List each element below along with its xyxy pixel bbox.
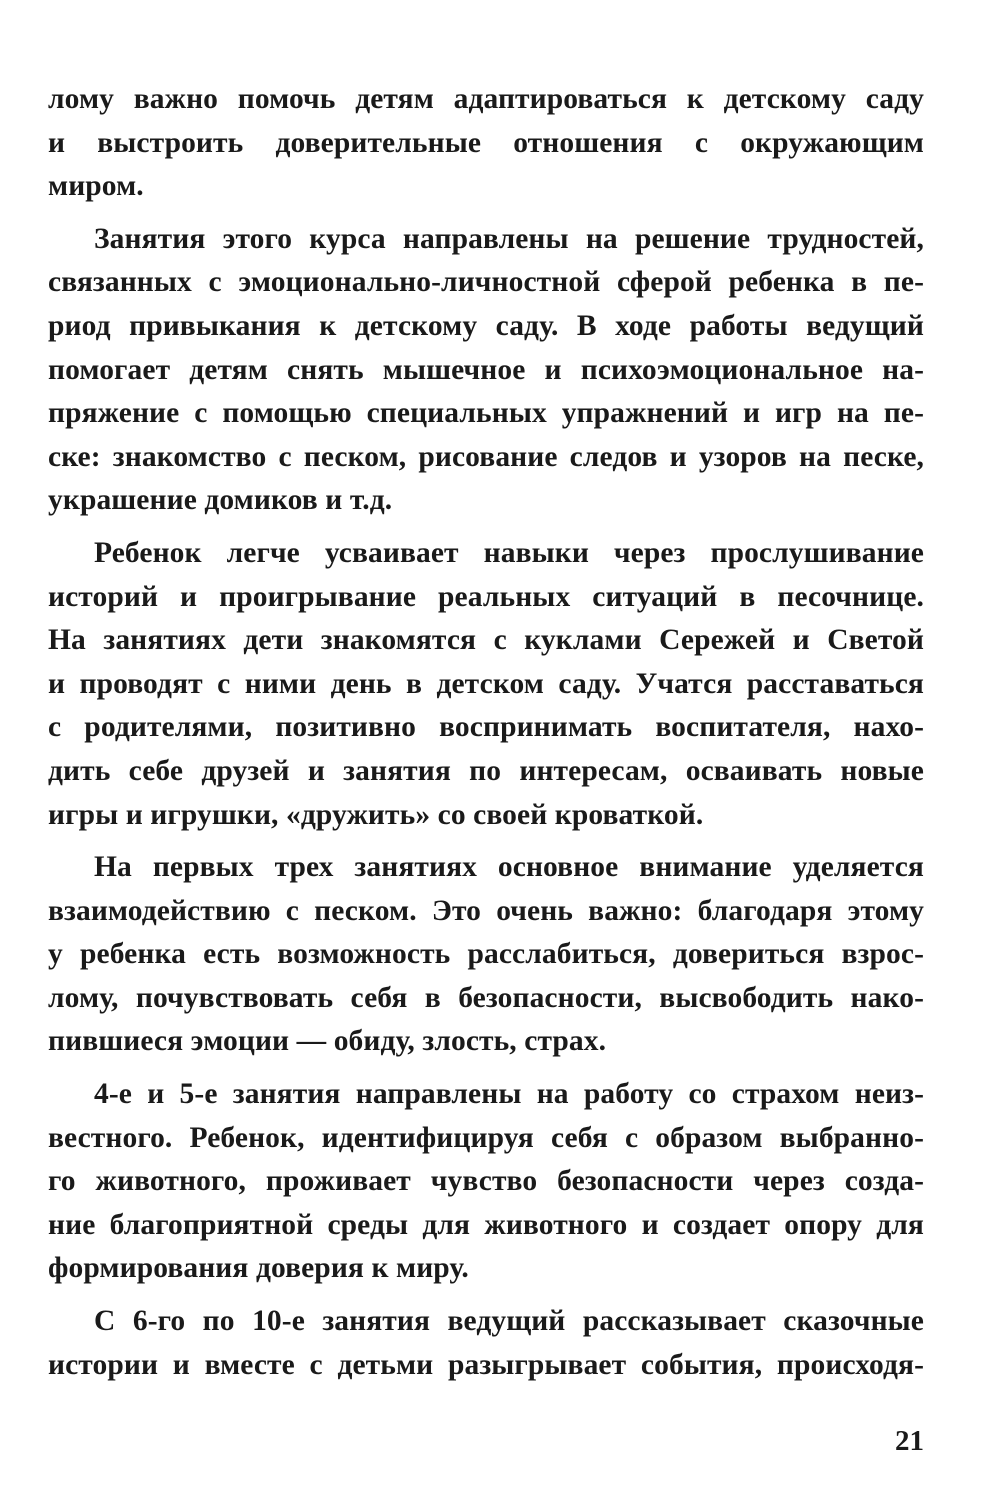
paragraph-line: у ребенка есть возможность расслабиться, довериться взрос- — [48, 938, 924, 971]
paragraph-line: игры и игрушки, «дружить» со своей кроваткой. — [48, 798, 704, 831]
paragraph-line: 4-е и 5-е занятия направлены на работу со страхом неиз- — [94, 1078, 924, 1111]
paragraph-line: миром. — [48, 170, 144, 203]
paragraph-line: с родителями, позитивно воспринимать воспитателя, нахо- — [48, 711, 924, 744]
paragraph-line: На занятиях дети знакомятся с куклами Сережей и Светой — [48, 624, 924, 657]
paragraph-line: вестного. Ребенок, идентифицируя себя с образом выбранно- — [48, 1121, 924, 1154]
paragraph-line: риод привыкания к детскому саду. В ходе работы ведущий — [48, 309, 924, 342]
paragraph-line: ние благоприятной среды для животного и создает опору для — [48, 1208, 924, 1241]
paragraph-line: лому важно помочь детям адаптироваться к детскому саду — [48, 83, 924, 115]
body-text — [48, 78, 924, 1387]
paragraph-line: ске: знакомство с песком, рисование следов и узоров на песке, — [48, 440, 924, 473]
paragraph-line: и проводят с ними день в детском саду. Учатся расставаться — [48, 667, 924, 700]
paragraph-line: истории и вместе с детьми разыгрывает события, происходя- — [48, 1348, 924, 1381]
paragraph-line: пряжение с помощью специальных упражнений и игр на пе- — [48, 397, 924, 430]
paragraph-line: формирования доверия к миру. — [48, 1252, 469, 1285]
paragraph-line: Ребенок легче усваивает навыки через прослушивание — [94, 536, 924, 569]
paragraph-line: украшение домиков и т.д. — [48, 484, 393, 517]
paragraph-line: историй и проигрывание реальных ситуаций в песочнице. — [48, 580, 924, 613]
paragraph-line: взаимодействию с песком. Это очень важно: благодаря этому — [48, 894, 924, 927]
paragraph-line: лому, почувствовать себя в безопасности, высвободить нако- — [48, 981, 924, 1014]
paragraph-line: помогает детям снять мышечное и психоэмоциональное на- — [48, 353, 924, 386]
paragraph-line: связанных с эмоционально-личностной сферой ребенка в пе- — [48, 266, 924, 299]
paragraph-line: и выстроить доверительные отношения с окружающим — [48, 126, 924, 159]
paragraph-line: Занятия этого курса направлены на решение трудностей, — [94, 222, 924, 255]
paragraph-line: пившиеся эмоции — обиду, злость, страх. — [48, 1025, 607, 1058]
page-number: 21 — [895, 1425, 924, 1457]
paragraph-line: На первых трех занятиях основное внимание уделяется — [94, 851, 924, 884]
paragraph-line: го животного, проживает чувство безопасности через созда- — [48, 1165, 924, 1198]
paragraph-line: дить себе друзей и занятия по интересам, осваивать новые — [48, 754, 924, 787]
paragraph-line: С 6-го по 10-е занятия ведущий рассказывает сказочные — [94, 1305, 924, 1338]
